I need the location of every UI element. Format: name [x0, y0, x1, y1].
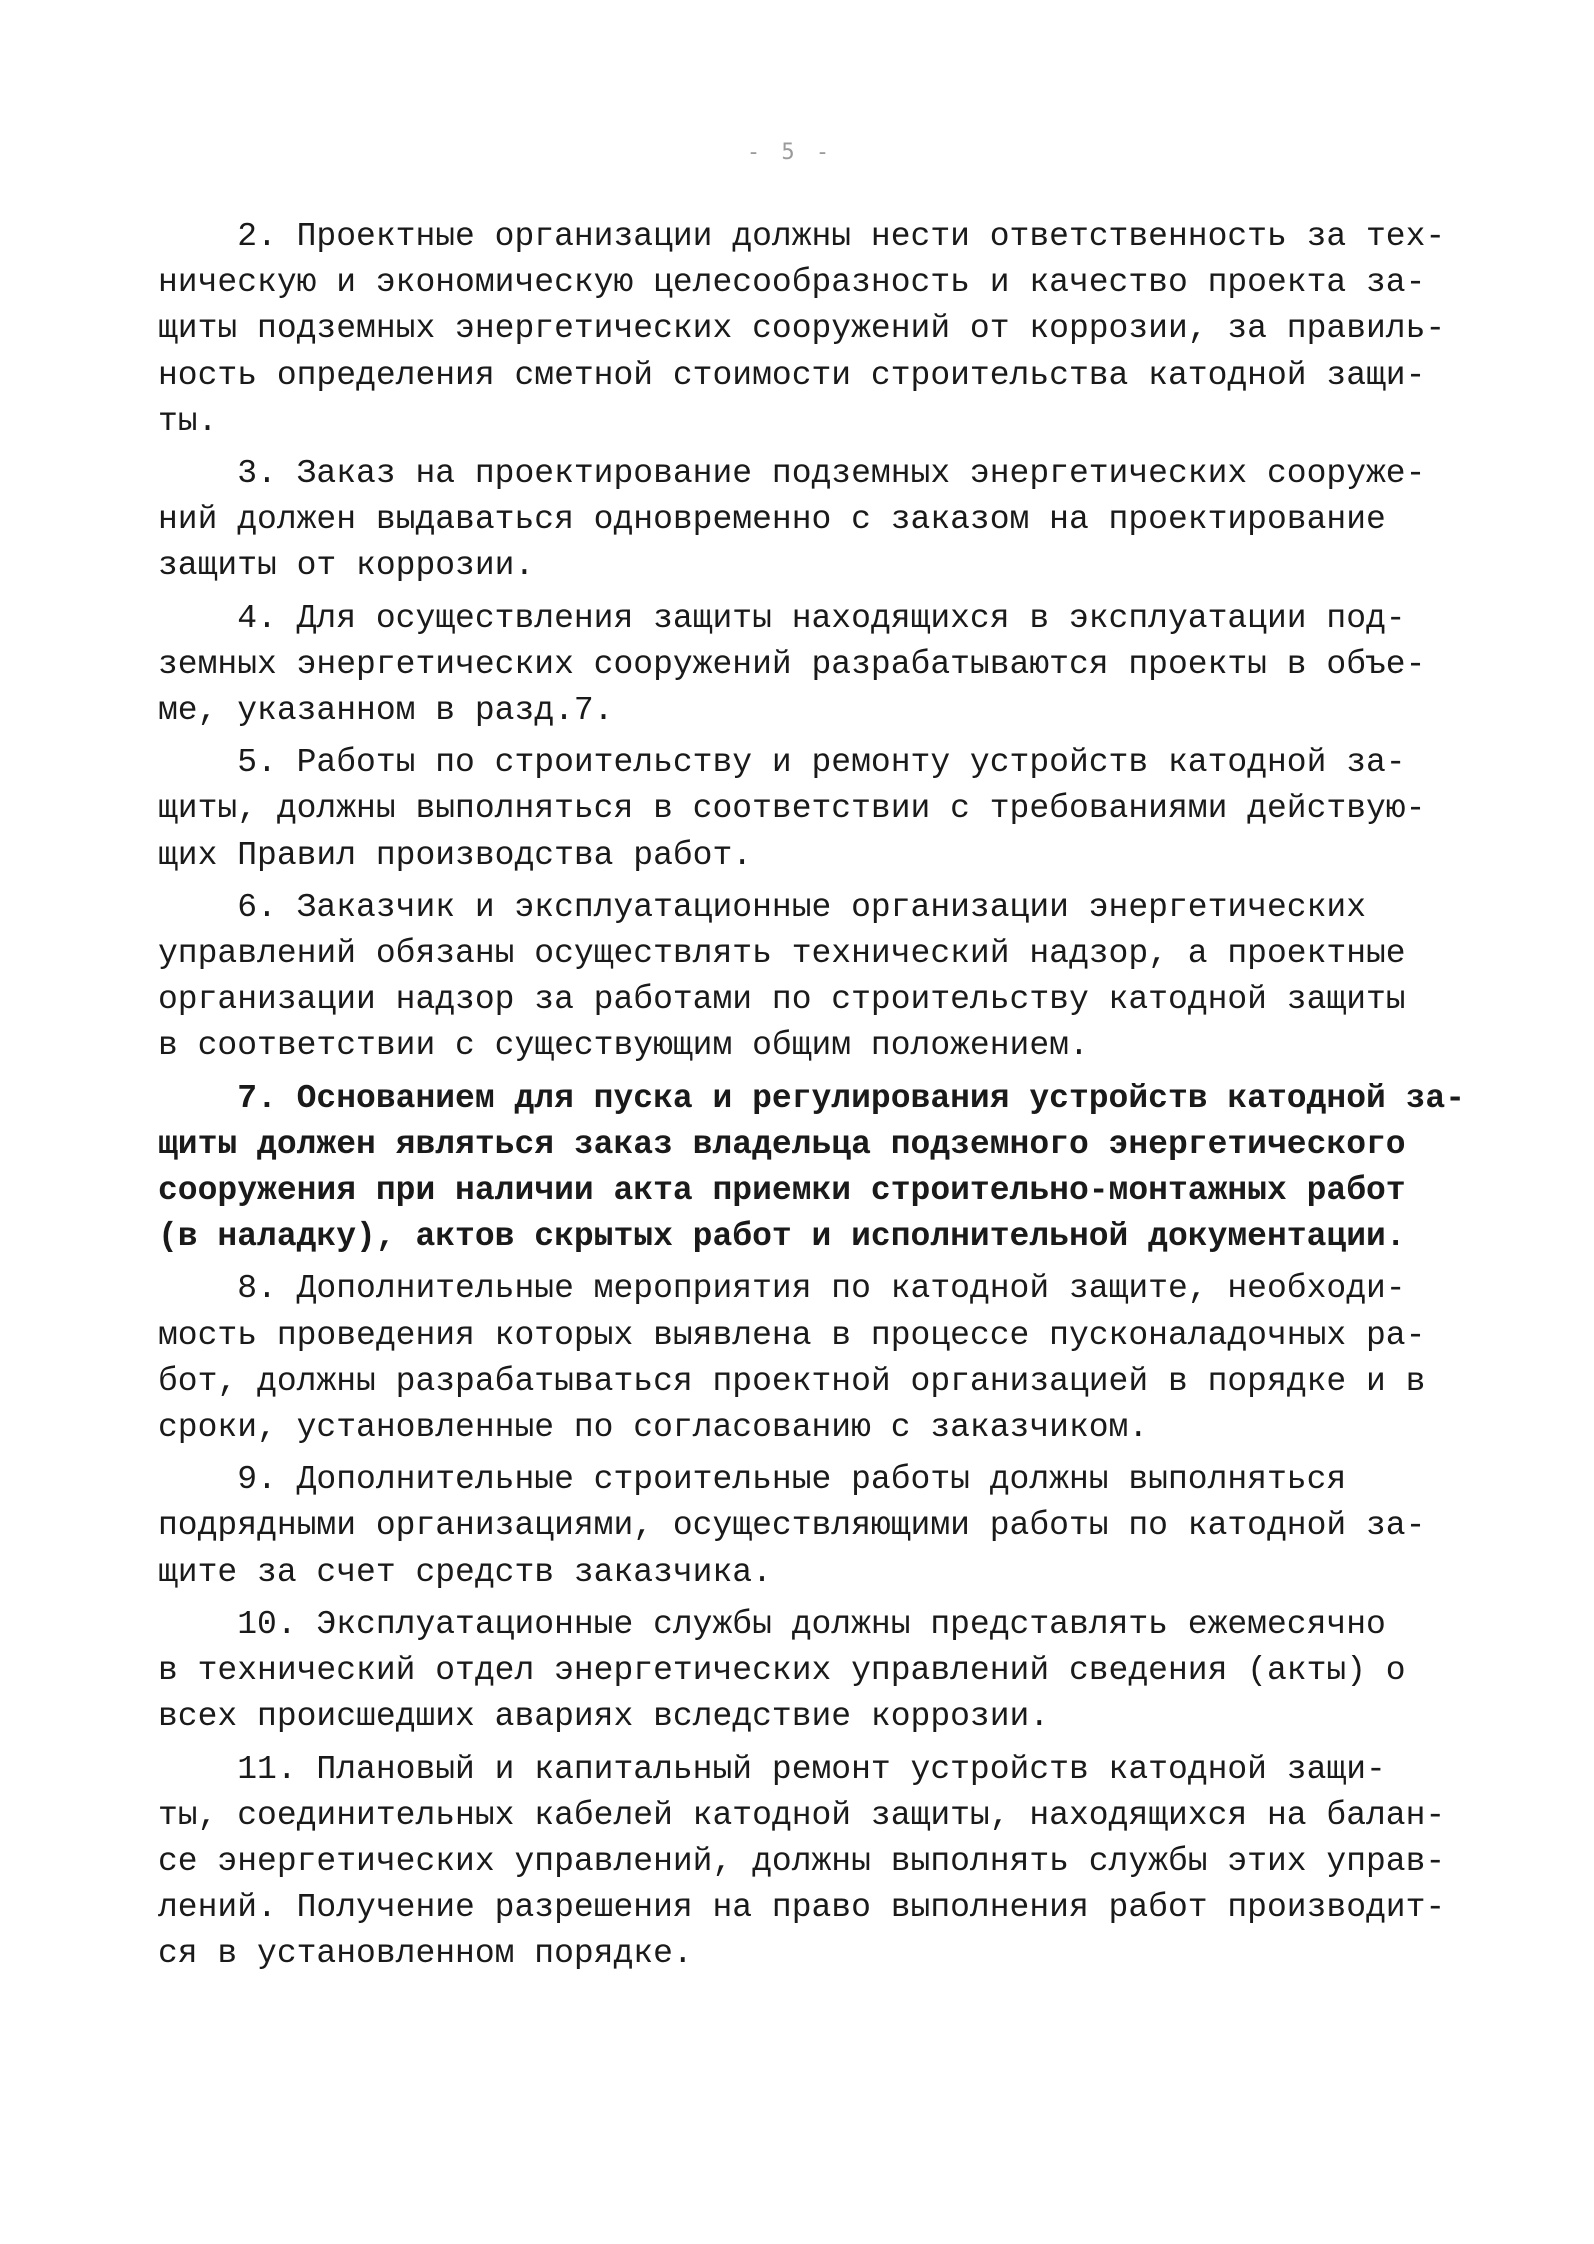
text-line: земных энергетических сооружений разрабатываются проекты в объе- [158, 645, 1426, 683]
text-line: бот, должны разрабатываться проектной организацией в порядке и в [158, 1362, 1426, 1400]
text-line: лений. Получение разрешения на право выполнения работ производит- [158, 1889, 1446, 1927]
paragraph-6 [158, 885, 1420, 1070]
text-line: ность определения сметной стоимости строительства катодной защи- [158, 356, 1426, 394]
text-line: ническую и экономическую целесообразность и качество проекта за- [158, 264, 1426, 302]
text-line: 2. Проектные организации должны нести ответственность за тех- [158, 218, 1446, 255]
text-line: всех происшедших авариях вследствие коррозии. [158, 1698, 1050, 1736]
text-line: защиты от коррозии. [158, 547, 535, 585]
text-line: (в наладку), актов скрытых работ и исполнительной документации. [158, 1218, 1406, 1256]
text-line: сроки, установленные по согласованию с заказчиком. [158, 1409, 1149, 1447]
text-line: ся в установленном порядке. [158, 1935, 693, 1973]
text-line: се энергетических управлений, должны выполнять службы этих управ- [158, 1842, 1446, 1880]
text-line: ты. [158, 402, 218, 440]
paragraph-10 [158, 1602, 1420, 1741]
text-line: 7. Основанием для пуска и регулирования устройств катодной за- [158, 1079, 1466, 1117]
text-line: 8. Дополнительные мероприятия по катодной защите, необходи- [158, 1270, 1406, 1308]
text-line: мость проведения которых выявлена в процессе пусконаладочных ра- [158, 1316, 1426, 1354]
paragraph-11 [158, 1747, 1446, 1978]
paragraph-7 [158, 1076, 1466, 1261]
text-line: щиты, должны выполняться в соответствии с требованиями действую- [158, 790, 1426, 828]
text-line: 4. Для осуществления защиты находящихся в эксплуатации под- [158, 599, 1406, 637]
text-line: управлений обязаны осуществлять технический надзор, а проектные [158, 935, 1406, 973]
text-line: 3. Заказ на проектирование подземных энергетических сооруже- [158, 455, 1426, 493]
text-line: щиты должен являться заказ владельца подземного энергетического [158, 1125, 1406, 1163]
text-line: щите за счет средств заказчика. [158, 1553, 772, 1591]
paragraph-2 [158, 214, 1446, 445]
text-line: ний должен выдаваться одновременно с заказом на проектирование [158, 501, 1386, 539]
text-line: 10. Эксплуатационные службы должны представлять ежемесячно [158, 1605, 1386, 1643]
text-line: ты, соединительных кабелей катодной защиты, находящихся на балан- [158, 1796, 1446, 1834]
text-line: щиты подземных энергетических сооружений от коррозии, за правиль- [158, 310, 1446, 348]
paragraph-4 [158, 596, 1426, 735]
text-line: щих Правил производства работ. [158, 836, 753, 874]
paragraph-8 [158, 1266, 1426, 1451]
paragraph-9 [158, 1457, 1426, 1596]
text-line: в технический отдел энергетических управлений сведения (акты) о [158, 1652, 1406, 1690]
text-line: в соответствии с существующим общим положением. [158, 1027, 1089, 1065]
text-line: 9. Дополнительные строительные работы должны выполняться [158, 1461, 1347, 1499]
text-line: подрядными организациями, осуществляющими работы по катодной за- [158, 1507, 1426, 1545]
text-line: 11. Плановый и капитальный ремонт устройств катодной защи- [158, 1750, 1386, 1788]
text-line: организации надзор за работами по строительству катодной защиты [158, 981, 1406, 1019]
text-line: сооружения при наличии акта приемки строительно-монтажных работ [158, 1172, 1406, 1210]
paragraph-5 [158, 740, 1426, 879]
document-body [158, 214, 1466, 1984]
text-line: ме, указанном в разд.7. [158, 692, 614, 730]
paragraph-3 [158, 451, 1426, 590]
page-number: - 5 - [746, 140, 834, 165]
text-line: 6. Заказчик и эксплуатационные организации энергетических [158, 888, 1366, 926]
text-line: 5. Работы по строительству и ремонту устройств катодной за- [158, 744, 1406, 782]
